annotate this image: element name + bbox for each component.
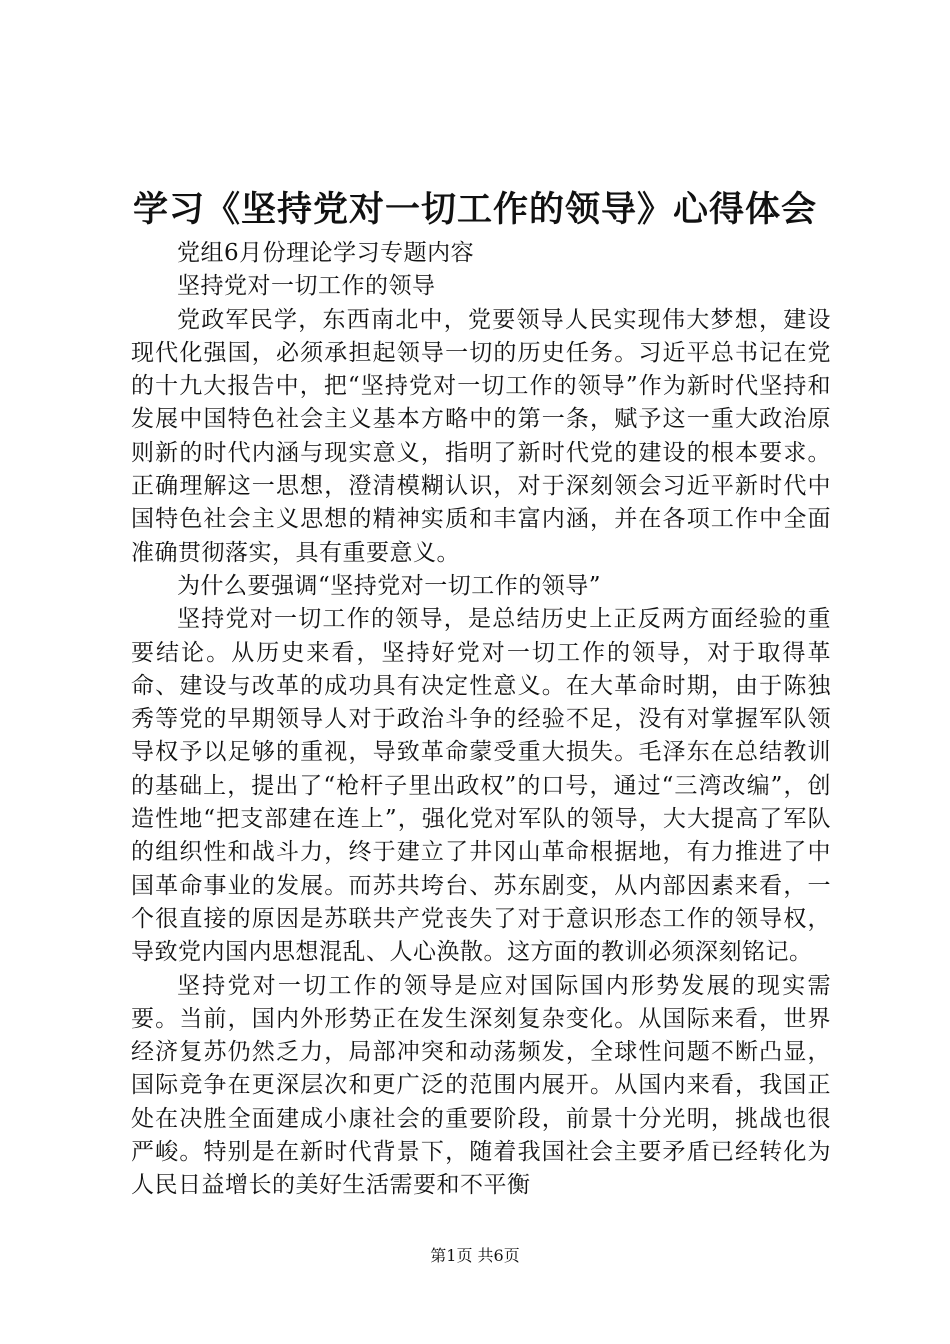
document-title: 学习《坚持党对一切工作的领导》心得体会 [132, 189, 817, 230]
paragraph-history: 坚持党对一切工作的领导，是总结历史上正反两方面经验的重要结论。从历史来看，坚持好党对一切工作的领导，对于取得革命、建设与改革的成功具有决定性意义。在大革命时期，由于陈独秀等党的早期领导人对于政治斗争的经验不足，没有对掌握军队领导权予以足够的重视，导致革命蒙受重大损失。毛泽东在总结教训的基础上，提出了“枪杆子里出政权”的口号，通过“三湾改编”，创造性地“把支部建在连上”，强化党对军队的领导，大大提高了军队的组织性和战斗力，终于建立了井冈山革命根据地，有力推进了中国革命事业的发展。而苏共垮台、苏东剧变，从内部因素来看，一个很直接的原因是苏联共产党丧失了对于意识形态工作的领导权，导致党内国内思想混乱、人心涣散。这方面的教训必须深刻铭记。 [131, 606, 831, 966]
paragraph-situation: 坚持党对一切工作的领导是应对国际国内形势发展的现实需要。当前，国内外形势正在发生深刻复杂变化。从国际来看，世界经济复苏仍然乏力，局部冲突和动荡频发，全球性问题不断凸显，国际竞争在更深层次和更广泛的范围内展开。从国内来看，我国正处在决胜全面建成小康社会的重要阶段，前景十分光明，挑战也很严峻。特别是在新时代背景下，随着我国社会主要矛盾已经转化为人民日益增长的美好生活需要和不平衡 [131, 972, 831, 1199]
paragraph-intro: 党政军民学，东西南北中，党要领导人民实现伟大梦想，建设现代化强国，必须承担起领导一切的历史任务。习近平总书记在党的十九大报告中，把“坚持党对一切工作的领导”作为新时代坚持和发展中国特色社会主义基本方略中的第一条，赋予这一重大政治原则新的时代内涵与现实意义，指明了新时代党的建设的根本要求。正确理解这一思想，澄清模糊认识，对于深刻领会习近平新时代中国特色社会主义思想的精神实质和丰富内涵，并在各项工作中全面准确贯彻落实，具有重要意义。 [131, 306, 831, 566]
page-number-footer: 第1页 共6页 [430, 1246, 520, 1265]
document-body [131, 237, 831, 1203]
paragraph-section-heading: 为什么要强调“坚持党对一切工作的领导” [177, 572, 602, 599]
paragraph-subtitle: 党组6月份理论学习专题内容 [177, 240, 475, 266]
paragraph-heading: 坚持党对一切工作的领导 [177, 273, 436, 300]
